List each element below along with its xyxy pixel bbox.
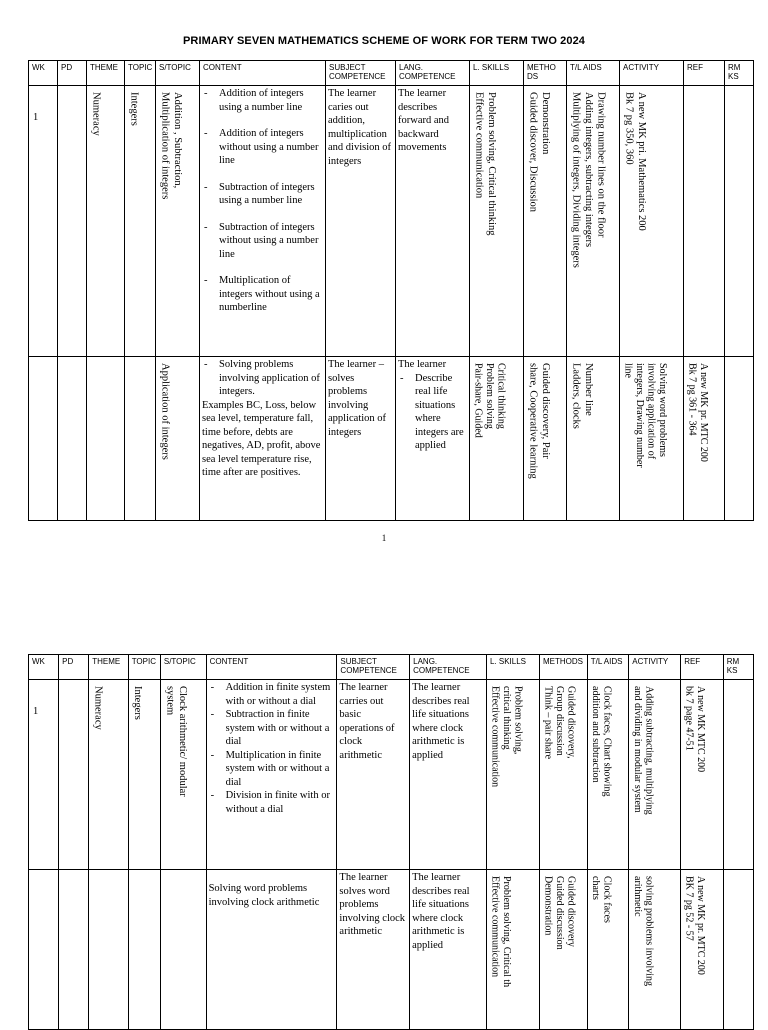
content-examples: Examples BC, Loss, below sea level, temperature fall, time before, debts are negatives, AD, profit, above sea level temperature rise, time after are positives. [202, 399, 321, 478]
activity-cell: Solving word problems involving application of integers, Drawing number line [620, 357, 684, 521]
content-cell: Solving word problems involving clock arithmetic [206, 870, 337, 1030]
header-cell: CONTENT [200, 61, 326, 86]
methods-cell: Guided discovery, Group discussion Think – pair share [539, 680, 587, 870]
content-cell [200, 86, 326, 357]
table-row [29, 870, 754, 1030]
list-item: - Solving problems involving application of integers. [202, 358, 323, 399]
subject-competence-cell: The learner caries out addition, multiplication and division of integers [326, 86, 396, 357]
week-cell: 1 [29, 680, 59, 870]
methods-cell: Demonstration Guided discover, Discussion [524, 86, 567, 357]
subtopic-cell: Clock arithmetic/ modular system [160, 680, 206, 870]
language-competence-cell: The learner describes forward and backward movements [396, 86, 470, 357]
period-cell [58, 357, 87, 521]
period-cell [59, 680, 89, 870]
remarks-cell [725, 86, 754, 357]
header-cell: T/L AIDS [567, 61, 620, 86]
header-cell: S/TOPIC [160, 655, 206, 680]
period-cell [59, 870, 89, 1030]
subtopic-cell: Addition , Subtraction, Multiplication of integers [156, 86, 200, 357]
language-competence-cell: The learner describes real life situations where clock arithmetic is applied [410, 870, 487, 1030]
subtopic-cell: Application of integers [156, 357, 200, 521]
aids-cell: Drawing number lines on the floor Adding integers, subtracting integers Multiplying of integers, Dividing integers [567, 86, 620, 357]
header-cell: RM KS [725, 61, 754, 86]
content-cell [206, 680, 337, 870]
reference-cell: A new MK pr. MTC 200 Bk 7 pg 361 - 364 [684, 357, 725, 521]
header-cell: LANG. COMPETENCE [410, 655, 487, 680]
header-cell: L. SKILLS [486, 655, 539, 680]
list-item: - Addition of integers without using a number line [202, 127, 323, 168]
theme-cell: Numeracy [87, 86, 125, 357]
header-cell: WK [29, 655, 59, 680]
aids-cell: Number line Ladders, clocks [567, 357, 620, 521]
list-item: - Describe real life situations where integers are applied [398, 372, 467, 453]
theme-cell [89, 870, 128, 1030]
theme-cell [87, 357, 125, 521]
week-cell [29, 870, 59, 1030]
activity-cell: A new MK pri. Mathematics 200 Bk 7 pg 350, 360 [620, 86, 684, 357]
reference-cell [684, 86, 725, 357]
subject-competence-cell: The learner solves word problems involving clock arithmetic [337, 870, 410, 1030]
table-row [29, 357, 754, 521]
list-item: - Addition of integers using a number line [202, 87, 323, 114]
list-item: - Multiplication of integers without using a numberline [202, 274, 323, 315]
header-cell: T/L AIDS [587, 655, 629, 680]
table-row [29, 680, 754, 870]
header-cell: ACTIVITY [629, 655, 681, 680]
header-cell: THEME [87, 61, 125, 86]
header-cell: CONTENT [206, 655, 337, 680]
topic-cell [125, 357, 156, 521]
header-cell: LANG. COMPETENCE [396, 61, 470, 86]
header-cell: PD [58, 61, 87, 86]
list-item: - Multiplication in finite system with or without a dial [209, 749, 335, 790]
header-cell: L. SKILLS [470, 61, 524, 86]
life-skills-cell: Problem solving, Critical th Effective communication [486, 870, 539, 1030]
methods-cell: Guided discovery Guided discussion Demonstration [539, 870, 587, 1030]
page-number: 1 [381, 533, 387, 543]
list-item: - Addition in finite system with or without a dial [209, 681, 335, 708]
table-row [29, 86, 754, 357]
header-cell: RM KS [723, 655, 753, 680]
activity-cell: solving problems involving arithmetic [629, 870, 681, 1030]
header-cell: METHODS [539, 655, 587, 680]
reference-cell: A new MK pr. MTC 200 BK 7 pg 52 - 57 [681, 870, 724, 1030]
remarks-cell [723, 870, 753, 1030]
week-cell [29, 357, 58, 521]
topic-cell: Integers [128, 680, 160, 870]
methods-cell: Guided discovery, Pair share, Cooperative learning [524, 357, 567, 521]
subject-competence-cell: The learner carries out basic operations of clock arithmetic [337, 680, 410, 870]
list-item: - Division in finite with or without a dial [209, 789, 335, 816]
document-title: PRIMARY SEVEN MATHEMATICS SCHEME OF WORK FOR TERM TWO 2024 [182, 35, 586, 47]
reference-cell: A new MK MTC 200 bk 7 page 47-51 [681, 680, 724, 870]
activity-cell: Adding subtracting, multiplying and dividing in modular system [629, 680, 681, 870]
period-cell [58, 86, 87, 357]
header-row [29, 655, 754, 680]
scheme-table-2 [28, 654, 754, 1030]
subject-competence-cell: The learner – solves problems involving application of integers [326, 357, 396, 521]
header-cell: SUBJECT COMPETENCE [337, 655, 410, 680]
theme-cell: Numeracy [89, 680, 128, 870]
list-item: - Subtraction of integers without using a number line [202, 221, 323, 262]
topic-cell [128, 870, 160, 1030]
header-cell: PD [59, 655, 89, 680]
life-skills-cell: Problem solving, Critical thinking Effective communication [470, 86, 524, 357]
header-cell: TOPIC [128, 655, 160, 680]
content-cell [200, 357, 326, 521]
header-cell: ACTIVITY [620, 61, 684, 86]
week-cell: 1 [29, 86, 58, 357]
subtopic-cell [160, 870, 206, 1030]
language-competence-cell: The learner - Describe real life situations where integers are applied [396, 357, 470, 521]
scheme-table-1 [28, 60, 754, 521]
topic-cell: Integers [125, 86, 156, 357]
header-cell: REF [684, 61, 725, 86]
header-cell: S/TOPIC [156, 61, 200, 86]
list-item: - Subtraction of integers using a number line [202, 181, 323, 208]
remarks-cell [723, 680, 753, 870]
life-skills-cell: Problem solving, critical thinking Effective communication [486, 680, 539, 870]
life-skills-cell: Critical thinking Problem solving Pair-share, Guided [470, 357, 524, 521]
header-cell: THEME [89, 655, 128, 680]
header-cell: WK [29, 61, 58, 86]
header-cell: REF [681, 655, 724, 680]
header-cell: SUBJECT COMPETENCE [326, 61, 396, 86]
header-row [29, 61, 754, 86]
header-cell: TOPIC [125, 61, 156, 86]
header-cell: METHO DS [524, 61, 567, 86]
aids-cell: Clock faces charts [587, 870, 629, 1030]
remarks-cell [725, 357, 754, 521]
language-competence-cell: The learner describes real life situations where clock arithmetic is applied [410, 680, 487, 870]
aids-cell: Clock faces, Chart showing addition and subtraction [587, 680, 629, 870]
list-item: - Subtraction in finite system with or without a dial [209, 708, 335, 749]
